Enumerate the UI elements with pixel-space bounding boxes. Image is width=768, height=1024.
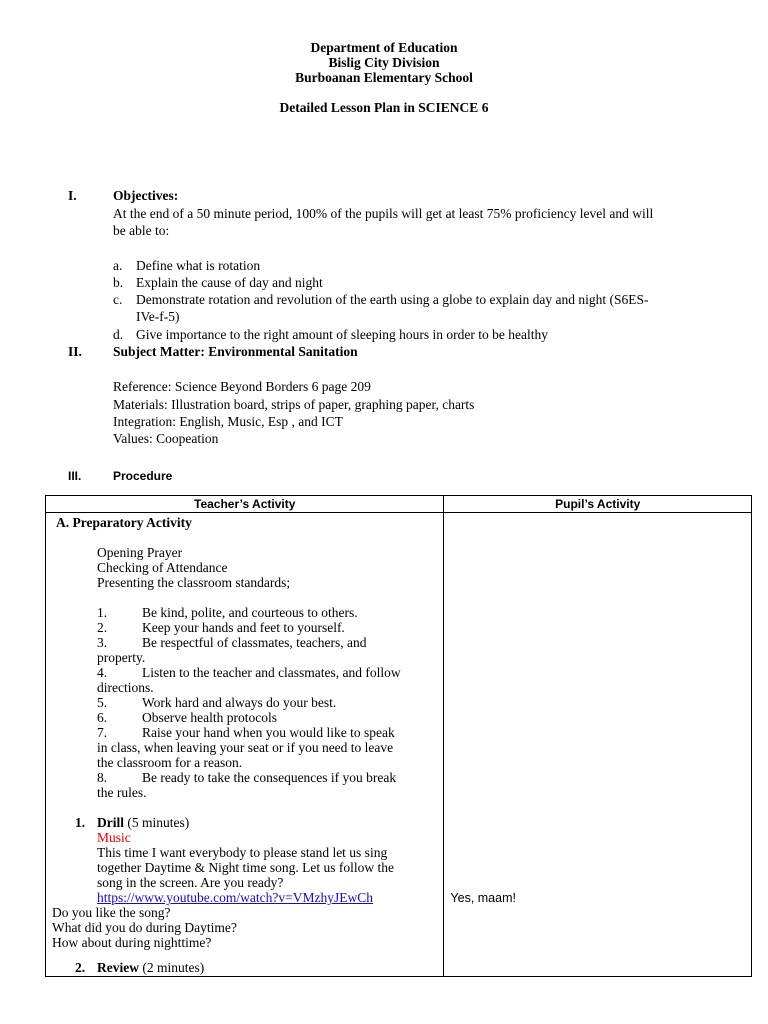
preparatory-heading: A. Preparatory Activity (56, 515, 192, 530)
objective-item: Demonstrate rotation and revolution of the earth using a globe to explain day and night (S6ES- (136, 292, 649, 307)
teacher-activity-header: Teacher’s Activity (46, 496, 444, 513)
standard-number: 7. (97, 725, 108, 740)
drill-question: What did you do during Daytime? (52, 920, 237, 935)
standard-number: 4. (97, 665, 108, 680)
pupil-activity-header: Pupil’s Activity (444, 496, 752, 513)
subject-values: Values: Coopeation (113, 431, 219, 446)
objective-item: Define what is rotation (136, 258, 261, 273)
objective-letter: c. (113, 292, 123, 307)
subject-materials: Materials: Illustration board, strips of paper, graphing paper, charts (113, 397, 475, 412)
standard-text-cont: in class, when leaving your seat or if you need to leave (97, 740, 394, 755)
drill-line: together Daytime & Night time song. Let us follow the (97, 860, 394, 875)
standard-text-cont: directions. (97, 680, 154, 695)
drill-label: Drill (97, 815, 124, 830)
drill-heading (97, 815, 189, 831)
prep-line: Opening Prayer (97, 545, 183, 560)
standard-text: Keep your hands and feet to yourself. (142, 620, 345, 635)
review-time: (2 minutes) (138, 960, 205, 975)
drill-music-label: Music (97, 830, 131, 845)
standard-number: 2. (97, 620, 108, 635)
prep-line: Presenting the classroom standards; (97, 575, 291, 590)
header-school: Burboanan Elementary School (295, 70, 473, 85)
objectives-intro-line2: be able to: (113, 223, 170, 238)
header-department: Department of Education (310, 40, 458, 55)
standard-text: Raise your hand when you would like to speak (142, 725, 395, 740)
subject-numeral: II. (68, 344, 82, 359)
objective-letter: a. (113, 258, 123, 273)
objective-item: Give importance to the right amount of sleeping hours in order to be healthy (136, 327, 549, 342)
standard-text-cont: the rules. (97, 785, 147, 800)
teacher-activity-cell (46, 513, 444, 977)
standard-text-cont: the classroom for a reason. (97, 755, 243, 770)
drill-time: (5 minutes) (124, 815, 190, 830)
standard-text: Be respectful of classmates, teachers, and (142, 635, 367, 650)
table-row (46, 513, 752, 977)
pupil-response: Yes, maam! (450, 891, 516, 905)
table-header-row (46, 496, 752, 513)
drill-question: Do you like the song? (52, 905, 171, 920)
pupil-activity-cell (444, 513, 752, 977)
procedure-numeral: III. (68, 469, 82, 483)
standard-text: Listen to the teacher and classmates, and follow (142, 665, 401, 680)
objectives-intro-line1: At the end of a 50 minute period, 100% of the pupils will get at least 75% proficiency level and will (113, 206, 654, 221)
objective-item: Explain the cause of day and night (136, 275, 323, 290)
review-heading (97, 960, 204, 976)
objective-letter: d. (113, 327, 124, 342)
objectives-numeral: I. (68, 188, 77, 203)
header-division: Bislig City Division (328, 55, 440, 70)
subject-heading: Subject Matter: Environmental Sanitation (113, 344, 358, 359)
standard-text: Work hard and always do your best. (142, 695, 337, 710)
procedure-table (45, 495, 752, 977)
drill-question: How about during nighttime? (52, 935, 212, 950)
standard-text: Be kind, polite, and courteous to others. (142, 605, 358, 620)
standard-number: 6. (97, 710, 108, 725)
document-title: Detailed Lesson Plan in SCIENCE 6 (279, 100, 489, 115)
drill-number: 1. (75, 815, 86, 830)
standard-number: 3. (97, 635, 108, 650)
objectives-heading: Objectives: (113, 188, 179, 203)
standard-text: Be ready to take the consequences if you break (142, 770, 397, 785)
youtube-link[interactable]: https://www.youtube.com/watch?v=VMzhyJEwCh (97, 890, 373, 905)
objective-letter: b. (113, 275, 124, 290)
standard-text-cont: property. (97, 650, 146, 665)
standard-number: 8. (97, 770, 108, 785)
standard-number: 5. (97, 695, 108, 710)
drill-line: song in the screen. Are you ready? (97, 875, 284, 890)
procedure-heading: Procedure (113, 469, 173, 483)
standard-text: Observe health protocols (142, 710, 277, 725)
subject-integration: Integration: English, Music, Esp , and ICT (113, 414, 343, 429)
standard-number: 1. (97, 605, 108, 620)
review-label: Review (97, 960, 139, 975)
prep-line: Checking of Attendance (97, 560, 228, 575)
drill-line: This time I want everybody to please stand let us sing (97, 845, 388, 860)
review-number: 2. (75, 960, 86, 975)
subject-reference: Reference: Science Beyond Borders 6 page 209 (113, 379, 371, 394)
objective-item-cont: IVe-f-5) (136, 309, 180, 324)
